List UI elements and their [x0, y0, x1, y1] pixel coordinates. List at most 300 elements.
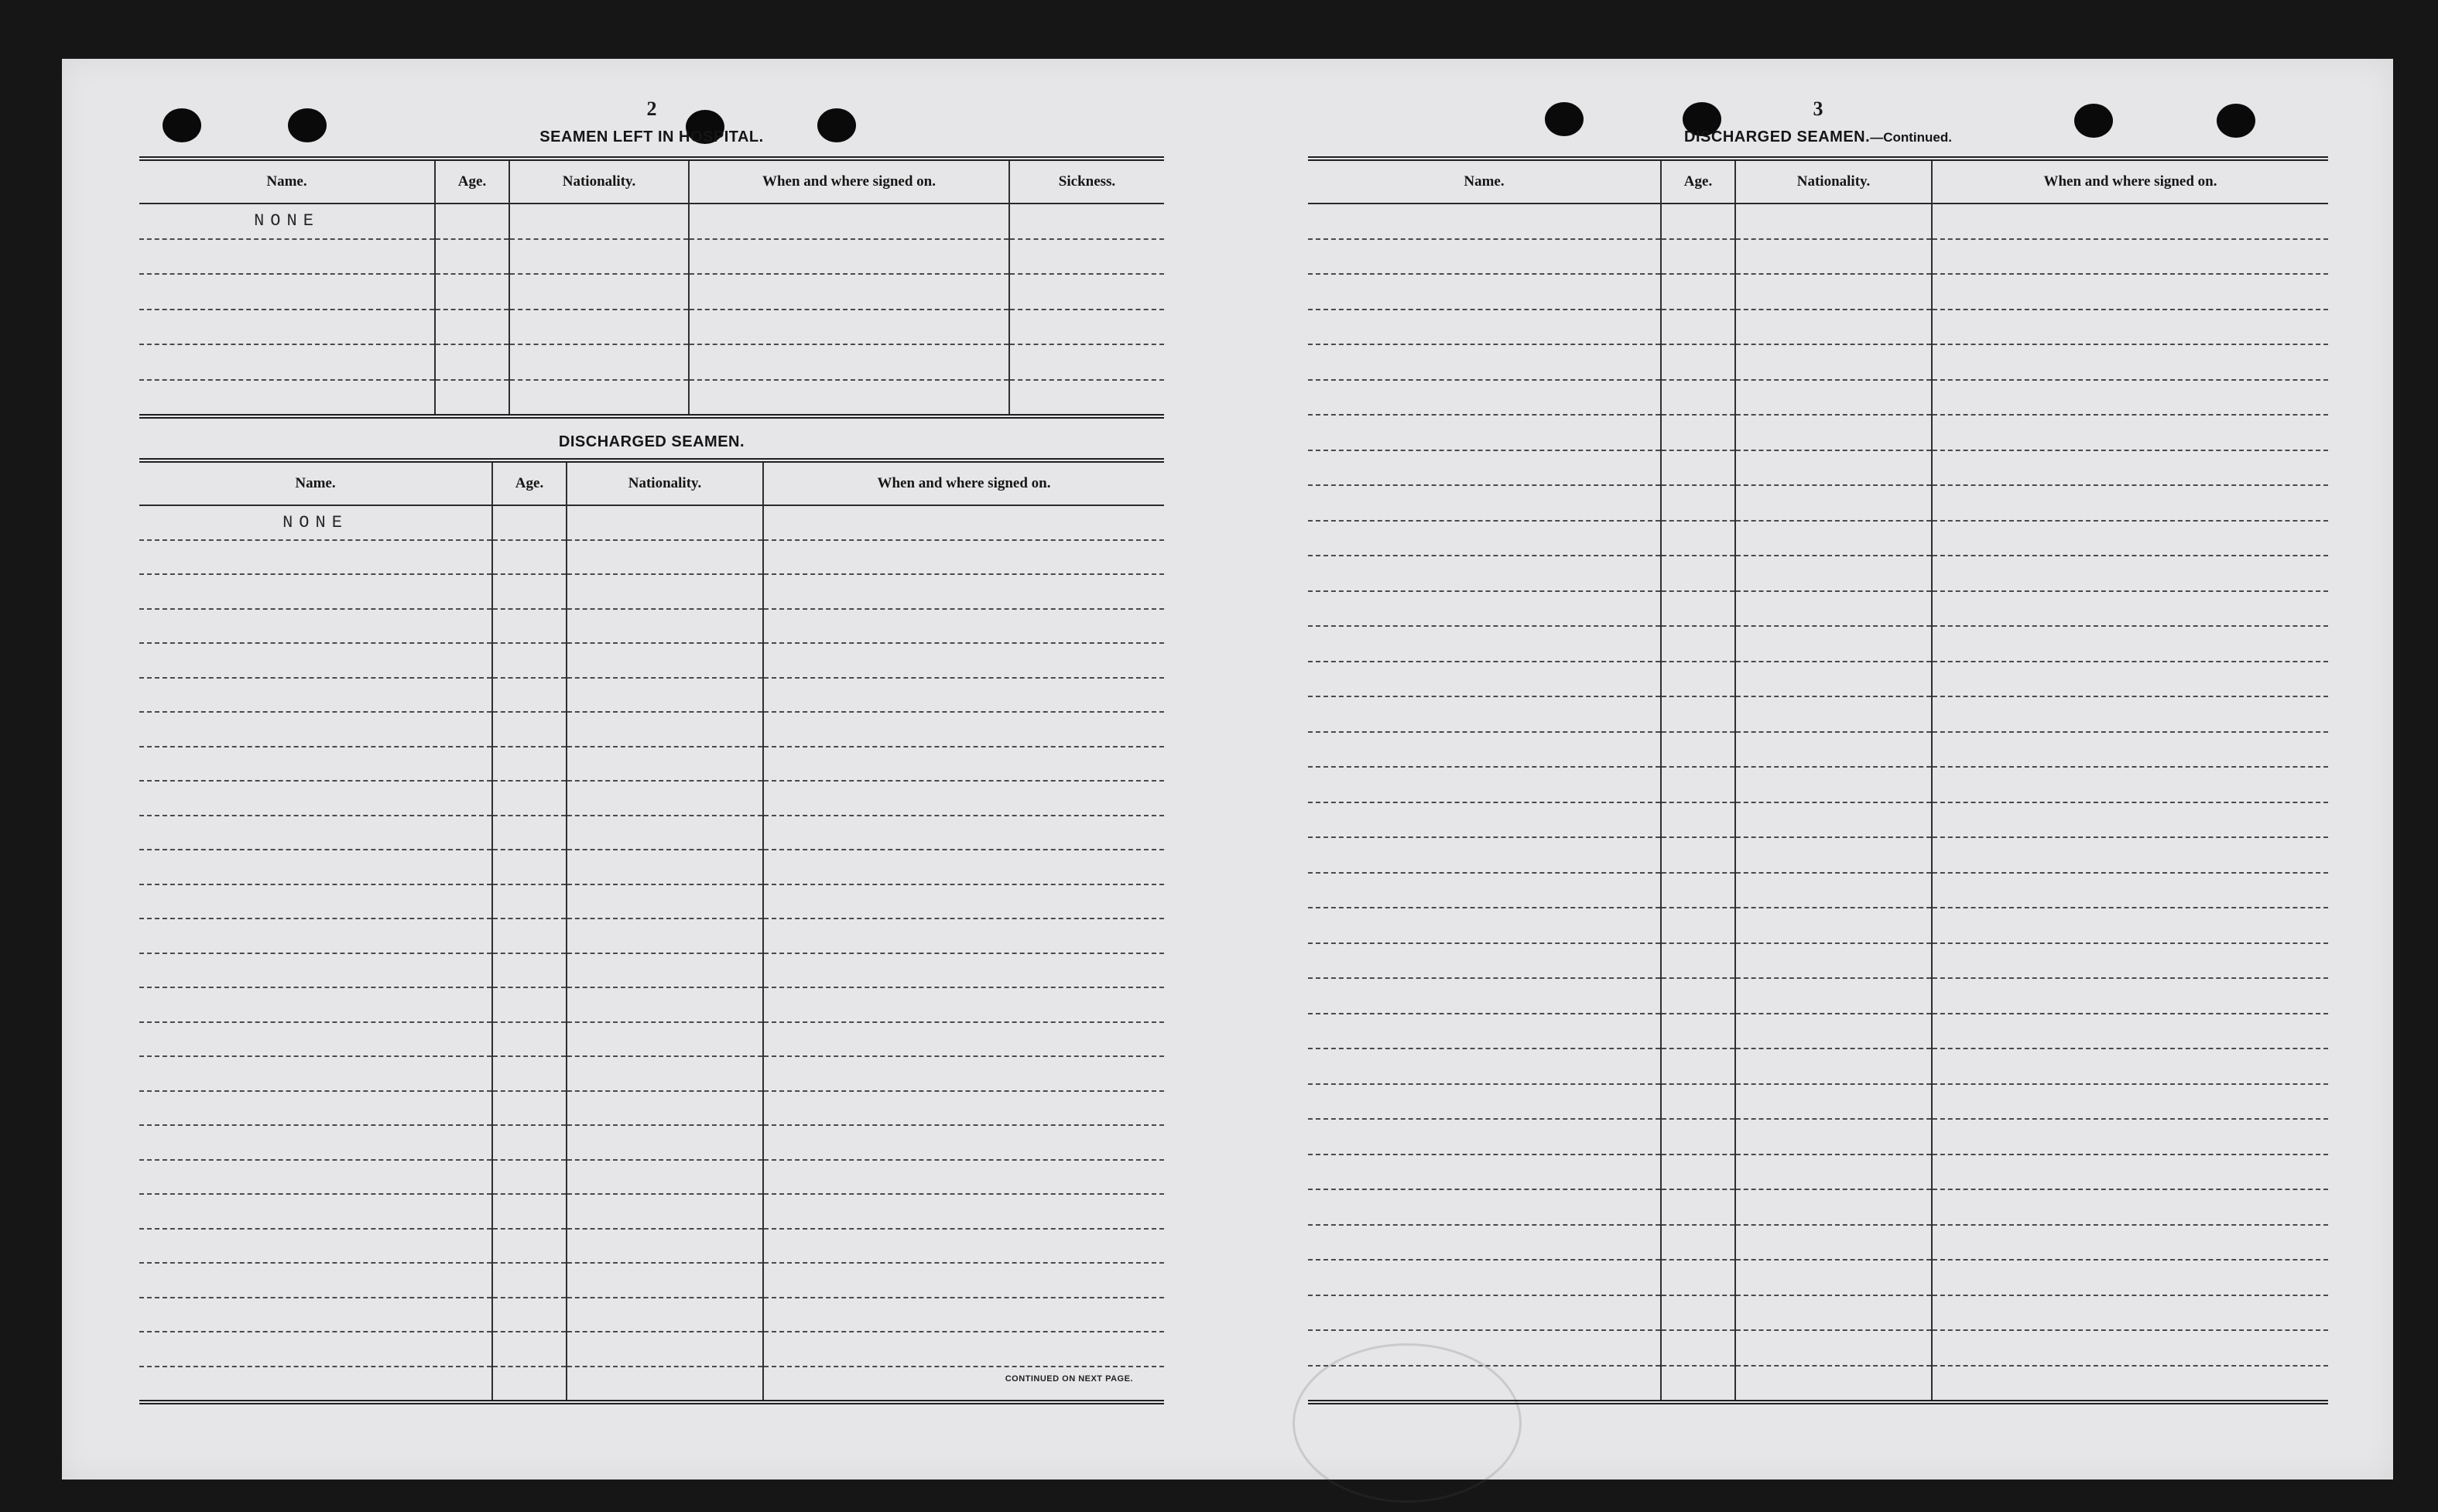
table-cell: [1932, 1048, 2328, 1084]
table-cell: [1932, 767, 2328, 802]
table-cell: [1308, 521, 1661, 556]
table-cell: [1932, 1260, 2328, 1295]
table-row: [139, 643, 1164, 678]
table-cell: [1735, 239, 1932, 275]
table-cell: [1308, 485, 1661, 521]
table-row: [139, 1332, 1164, 1367]
table-cell: [1661, 274, 1735, 310]
table-cell: [509, 274, 689, 310]
table-cell: [492, 1332, 567, 1367]
table-cell: [139, 1332, 492, 1367]
table-cell: [1661, 239, 1735, 275]
table-cell: [1308, 837, 1661, 873]
table-cell: [1735, 1295, 1932, 1331]
table-row: [139, 1056, 1164, 1091]
table-cell: [567, 609, 763, 644]
table-cell: [1932, 521, 2328, 556]
table-cell: [567, 918, 763, 953]
table-cell: [139, 380, 435, 417]
table-cell: [1308, 732, 1661, 768]
table-cell: [1932, 908, 2328, 943]
table-cell: [1932, 978, 2328, 1014]
table-row: [1308, 978, 2328, 1014]
table-cell: [1661, 1366, 1735, 1403]
table-cell: [492, 1022, 567, 1057]
table-cell: [1735, 1014, 1932, 1049]
table-cell: [1735, 1260, 1932, 1295]
table-cell: [1661, 344, 1735, 380]
table-cell: [1308, 239, 1661, 275]
table-cell: [435, 239, 509, 275]
table-cell: [1735, 1155, 1932, 1190]
table-cell: [1735, 415, 1932, 450]
table-row: [1308, 1225, 2328, 1261]
table-row: [139, 204, 1164, 239]
table-cell: [1735, 274, 1932, 310]
table-cell: [1308, 1295, 1661, 1331]
table-cell: [509, 204, 689, 239]
table-row: [1308, 696, 2328, 732]
table-cell: [567, 1229, 763, 1264]
table-cell: [492, 918, 567, 953]
table-cell: [139, 609, 492, 644]
table-cell: [1932, 485, 2328, 521]
table-cell: [1308, 380, 1661, 416]
table-row: [139, 310, 1164, 345]
table-row: [1308, 204, 2328, 239]
table-cell: [1932, 344, 2328, 380]
table-row: [139, 1091, 1164, 1126]
table-cell: [567, 884, 763, 919]
table-cell: [763, 574, 1164, 609]
table-cell: [1661, 943, 1735, 979]
table-cell: [1932, 1155, 2328, 1190]
table-cell: [139, 574, 492, 609]
table-cell: [139, 678, 492, 713]
table-cell: [1661, 521, 1735, 556]
table-cell: [1308, 591, 1661, 627]
table-cell: [1932, 943, 2328, 979]
table-cell: [763, 1022, 1164, 1057]
table-cell: [1735, 1366, 1932, 1403]
table-row: [139, 678, 1164, 713]
table-row: [139, 884, 1164, 919]
table-cell: [1308, 1260, 1661, 1295]
table-row: [139, 1194, 1164, 1229]
table-cell: [763, 884, 1164, 919]
table-cell: [1308, 1155, 1661, 1190]
table-cell: [492, 1160, 567, 1195]
table-row: [1308, 1260, 2328, 1295]
table-cell: [139, 712, 492, 747]
table-row: [139, 239, 1164, 275]
table-cell: [1932, 204, 2328, 239]
table-cell: [1735, 380, 1932, 416]
table-row: [1308, 626, 2328, 662]
table-cell: [1932, 239, 2328, 275]
table-cell: [567, 505, 763, 540]
table-row: [1308, 943, 2328, 979]
table-cell: [492, 850, 567, 884]
table-cell: [139, 1056, 492, 1091]
table-cell: [492, 781, 567, 816]
table-cell: [763, 540, 1164, 575]
table-cell: [1661, 485, 1735, 521]
table-cell: [1661, 556, 1735, 591]
table-cell: [1932, 591, 2328, 627]
table-cell: [1735, 310, 1932, 345]
table-cell: [567, 781, 763, 816]
table-cell: [1932, 732, 2328, 768]
table-cell: [1661, 802, 1735, 838]
table-cell: [1735, 626, 1932, 662]
table-cell: [139, 540, 492, 575]
table-cell: [1661, 908, 1735, 943]
table-row: [139, 918, 1164, 953]
table-cell: [139, 816, 492, 850]
table-cell: [689, 344, 1009, 380]
table-cell: [1308, 415, 1661, 450]
column-header: When and where signed on.: [763, 460, 1164, 505]
discharged-continued-title: [1308, 128, 2328, 146]
table-cell: [492, 747, 567, 782]
table-cell: [509, 310, 689, 345]
table-cell: [492, 712, 567, 747]
table-cell: [435, 310, 509, 345]
table-cell: [1308, 767, 1661, 802]
table-cell: [1932, 1225, 2328, 1261]
column-header: Name.: [139, 159, 435, 204]
table-cell: [1308, 696, 1661, 732]
column-header: Name.: [1308, 159, 1661, 204]
table-cell: [1932, 274, 2328, 310]
table-cell: [1932, 626, 2328, 662]
table-cell: [1308, 908, 1661, 943]
table-cell: [1735, 662, 1932, 697]
table-cell: [763, 1125, 1164, 1160]
table-row: [1308, 344, 2328, 380]
table-cell: [1308, 1084, 1661, 1120]
table-cell: [1932, 837, 2328, 873]
table-row: [1308, 274, 2328, 310]
table-row: [139, 1160, 1164, 1195]
table-row: [139, 574, 1164, 609]
table-cell: [1308, 204, 1661, 239]
table-cell: [1932, 1295, 2328, 1331]
table-row: [139, 609, 1164, 644]
table-row: [139, 344, 1164, 380]
table-cell: [1735, 521, 1932, 556]
table-cell: [139, 1298, 492, 1332]
table-row: [139, 781, 1164, 816]
table-cell: [1932, 1189, 2328, 1225]
table-cell: [763, 1056, 1164, 1091]
table-cell: [1661, 450, 1735, 486]
table-cell: [763, 816, 1164, 850]
table-cell: [1308, 1119, 1661, 1155]
table-cell: [1661, 732, 1735, 768]
table-row: [139, 987, 1164, 1022]
table-cell: [689, 380, 1009, 417]
column-header: Sickness.: [1009, 159, 1164, 204]
table-cell: [567, 987, 763, 1022]
table-row: [139, 816, 1164, 850]
table-cell: [492, 1125, 567, 1160]
table-cell: [1661, 626, 1735, 662]
table-cell: [567, 1298, 763, 1332]
page-number: 2: [646, 97, 657, 120]
table-cell: [1661, 1189, 1735, 1225]
table-row: [1308, 485, 2328, 521]
table-cell: [763, 505, 1164, 540]
table-cell: [567, 747, 763, 782]
table-cell: [763, 1194, 1164, 1229]
table-row: [1308, 802, 2328, 838]
table-cell: [763, 1332, 1164, 1367]
table-row: [139, 1229, 1164, 1264]
table-cell: [1308, 450, 1661, 486]
table-cell: [1735, 1189, 1932, 1225]
table-cell: [1308, 978, 1661, 1014]
table-cell: [567, 816, 763, 850]
table-cell: [492, 816, 567, 850]
table-cell: [689, 274, 1009, 310]
table-cell: [1735, 204, 1932, 239]
table-cell: [1932, 873, 2328, 908]
table-row: [1308, 908, 2328, 943]
table-cell: [567, 1263, 763, 1298]
table-cell: [763, 987, 1164, 1022]
column-header: Nationality.: [1735, 159, 1932, 204]
page-number: 3: [1813, 97, 1823, 120]
table-row: [1308, 767, 2328, 802]
table-row: [1308, 732, 2328, 768]
table-cell: [567, 1125, 763, 1160]
table-cell: [763, 712, 1164, 747]
discharged-continued-title-main: DISCHARGED SEAMEN.: [1684, 128, 1871, 145]
table-row: [1308, 239, 2328, 275]
table-cell: [139, 1229, 492, 1264]
table-row: [1308, 1084, 2328, 1120]
table-cell: [567, 1022, 763, 1057]
table-cell: [435, 380, 509, 417]
table-cell: [1661, 1155, 1735, 1190]
table-row: [139, 953, 1164, 988]
table-row: [139, 850, 1164, 884]
right-page: [1308, 59, 2328, 1480]
table-cell: [1932, 1084, 2328, 1120]
table-cell: [492, 1367, 567, 1403]
table-cell: [1735, 1048, 1932, 1084]
table-cell: [1661, 1048, 1735, 1084]
column-header: Age.: [1661, 159, 1735, 204]
table-cell: [1735, 450, 1932, 486]
table-cell: [1661, 662, 1735, 697]
column-header: Age.: [435, 159, 509, 204]
table-cell: [492, 678, 567, 713]
table-row: [1308, 1295, 2328, 1331]
table-cell: [1735, 556, 1932, 591]
table-row: [139, 747, 1164, 782]
table-cell: [1735, 344, 1932, 380]
table-cell: [567, 1056, 763, 1091]
table-cell: [139, 1125, 492, 1160]
table-cell: [1308, 310, 1661, 345]
table-cell: [139, 1367, 492, 1403]
table-cell: [492, 609, 567, 644]
table-cell: [139, 274, 435, 310]
table-row: [1308, 1119, 2328, 1155]
table-cell: [1735, 696, 1932, 732]
table-cell: [1661, 1295, 1735, 1331]
table-cell: [567, 1367, 763, 1403]
table-cell: [435, 274, 509, 310]
table-cell: [567, 712, 763, 747]
table-cell: [1009, 310, 1164, 345]
table-cell: [1735, 908, 1932, 943]
table-cell: [1661, 1260, 1735, 1295]
table-cell: [1308, 1014, 1661, 1049]
table-row: [139, 1125, 1164, 1160]
column-header: Name.: [139, 460, 492, 505]
table-cell: [763, 1263, 1164, 1298]
table-cell: [1932, 662, 2328, 697]
column-header: Nationality.: [567, 460, 763, 505]
table-cell: [567, 850, 763, 884]
table-cell: [492, 643, 567, 678]
table-cell: [1308, 1366, 1661, 1403]
table-cell: [1308, 1330, 1661, 1366]
column-header: When and where signed on.: [1932, 159, 2328, 204]
table-cell: [689, 204, 1009, 239]
table-cell: [763, 850, 1164, 884]
document-sheet: [62, 59, 2393, 1480]
table-cell: [492, 540, 567, 575]
table-row: [139, 380, 1164, 417]
table-cell: [139, 1091, 492, 1126]
table-cell: [139, 1194, 492, 1229]
table-row: [1308, 556, 2328, 591]
table-cell: [1308, 274, 1661, 310]
table-cell: [1661, 204, 1735, 239]
entry-none: NONE: [139, 204, 435, 239]
table-cell: [1009, 344, 1164, 380]
table-cell: [139, 344, 435, 380]
table-cell: [139, 1160, 492, 1195]
table-cell: [492, 1229, 567, 1264]
table-row: [139, 540, 1164, 575]
table-cell: [1308, 873, 1661, 908]
table-cell: [1009, 239, 1164, 275]
table-row: [1308, 1189, 2328, 1225]
table-cell: [492, 884, 567, 919]
table-cell: [139, 987, 492, 1022]
table-cell: [1932, 380, 2328, 416]
table-cell: [139, 781, 492, 816]
table-cell: [1308, 802, 1661, 838]
table-row: [1308, 1014, 2328, 1049]
table-cell: [492, 953, 567, 988]
table-cell: [1009, 274, 1164, 310]
table-cell: [567, 1091, 763, 1126]
discharged-table: [139, 458, 1164, 1404]
table-row: [1308, 1330, 2328, 1366]
table-cell: [1932, 802, 2328, 838]
table-cell: [1735, 943, 1932, 979]
table-row: [1308, 415, 2328, 450]
table-cell: [1009, 380, 1164, 417]
table-cell: [1735, 978, 1932, 1014]
table-cell: [1661, 1084, 1735, 1120]
table-row: [1308, 1048, 2328, 1084]
table-cell: [139, 884, 492, 919]
discharged-continued-title-suffix: —Continued.: [1870, 130, 1952, 145]
table-cell: [1932, 1119, 2328, 1155]
table-cell: [763, 1229, 1164, 1264]
hospital-section-title: SEAMEN LEFT IN HOSPITAL.: [539, 128, 764, 145]
table-cell: [1735, 802, 1932, 838]
table-row: [139, 505, 1164, 540]
table-cell: [1735, 1330, 1932, 1366]
table-cell: [1661, 591, 1735, 627]
table-cell: [492, 987, 567, 1022]
table-cell: [763, 781, 1164, 816]
table-cell: [1661, 978, 1735, 1014]
table-cell: [1661, 873, 1735, 908]
table-cell: [1661, 767, 1735, 802]
table-cell: [492, 1056, 567, 1091]
table-cell: [1308, 344, 1661, 380]
hospital-table: [139, 156, 1164, 419]
table-cell: [763, 953, 1164, 988]
table-row: [1308, 380, 2328, 416]
table-row: [1308, 1366, 2328, 1403]
table-cell: [139, 918, 492, 953]
table-cell: [509, 239, 689, 275]
table-cell: [1735, 1225, 1932, 1261]
table-cell: [139, 1022, 492, 1057]
table-cell: [567, 1332, 763, 1367]
table-cell: [1735, 873, 1932, 908]
table-cell: [1308, 556, 1661, 591]
table-cell: [1735, 837, 1932, 873]
table-cell: [1932, 1014, 2328, 1049]
table-row: [139, 274, 1164, 310]
table-row: [139, 1367, 1164, 1403]
table-cell: [567, 540, 763, 575]
table-cell: [509, 380, 689, 417]
table-cell: [1308, 1225, 1661, 1261]
table-row: [1308, 837, 2328, 873]
left-page: [139, 59, 1164, 1480]
table-row: [1308, 873, 2328, 908]
discharged-continued-table: [1308, 156, 2328, 1404]
table-cell: [1735, 485, 1932, 521]
table-cell: [763, 1367, 1164, 1403]
table-cell: [1735, 591, 1932, 627]
table-row: [1308, 662, 2328, 697]
continued-note: CONTINUED ON NEXT PAGE.: [1005, 1374, 1133, 1384]
table-cell: [1932, 310, 2328, 345]
table-cell: [567, 678, 763, 713]
column-header: Age.: [492, 460, 567, 505]
table-row: [139, 1298, 1164, 1332]
table-cell: [509, 344, 689, 380]
table-cell: [763, 609, 1164, 644]
table-cell: [1661, 837, 1735, 873]
table-row: [139, 1263, 1164, 1298]
table-cell: [139, 643, 492, 678]
